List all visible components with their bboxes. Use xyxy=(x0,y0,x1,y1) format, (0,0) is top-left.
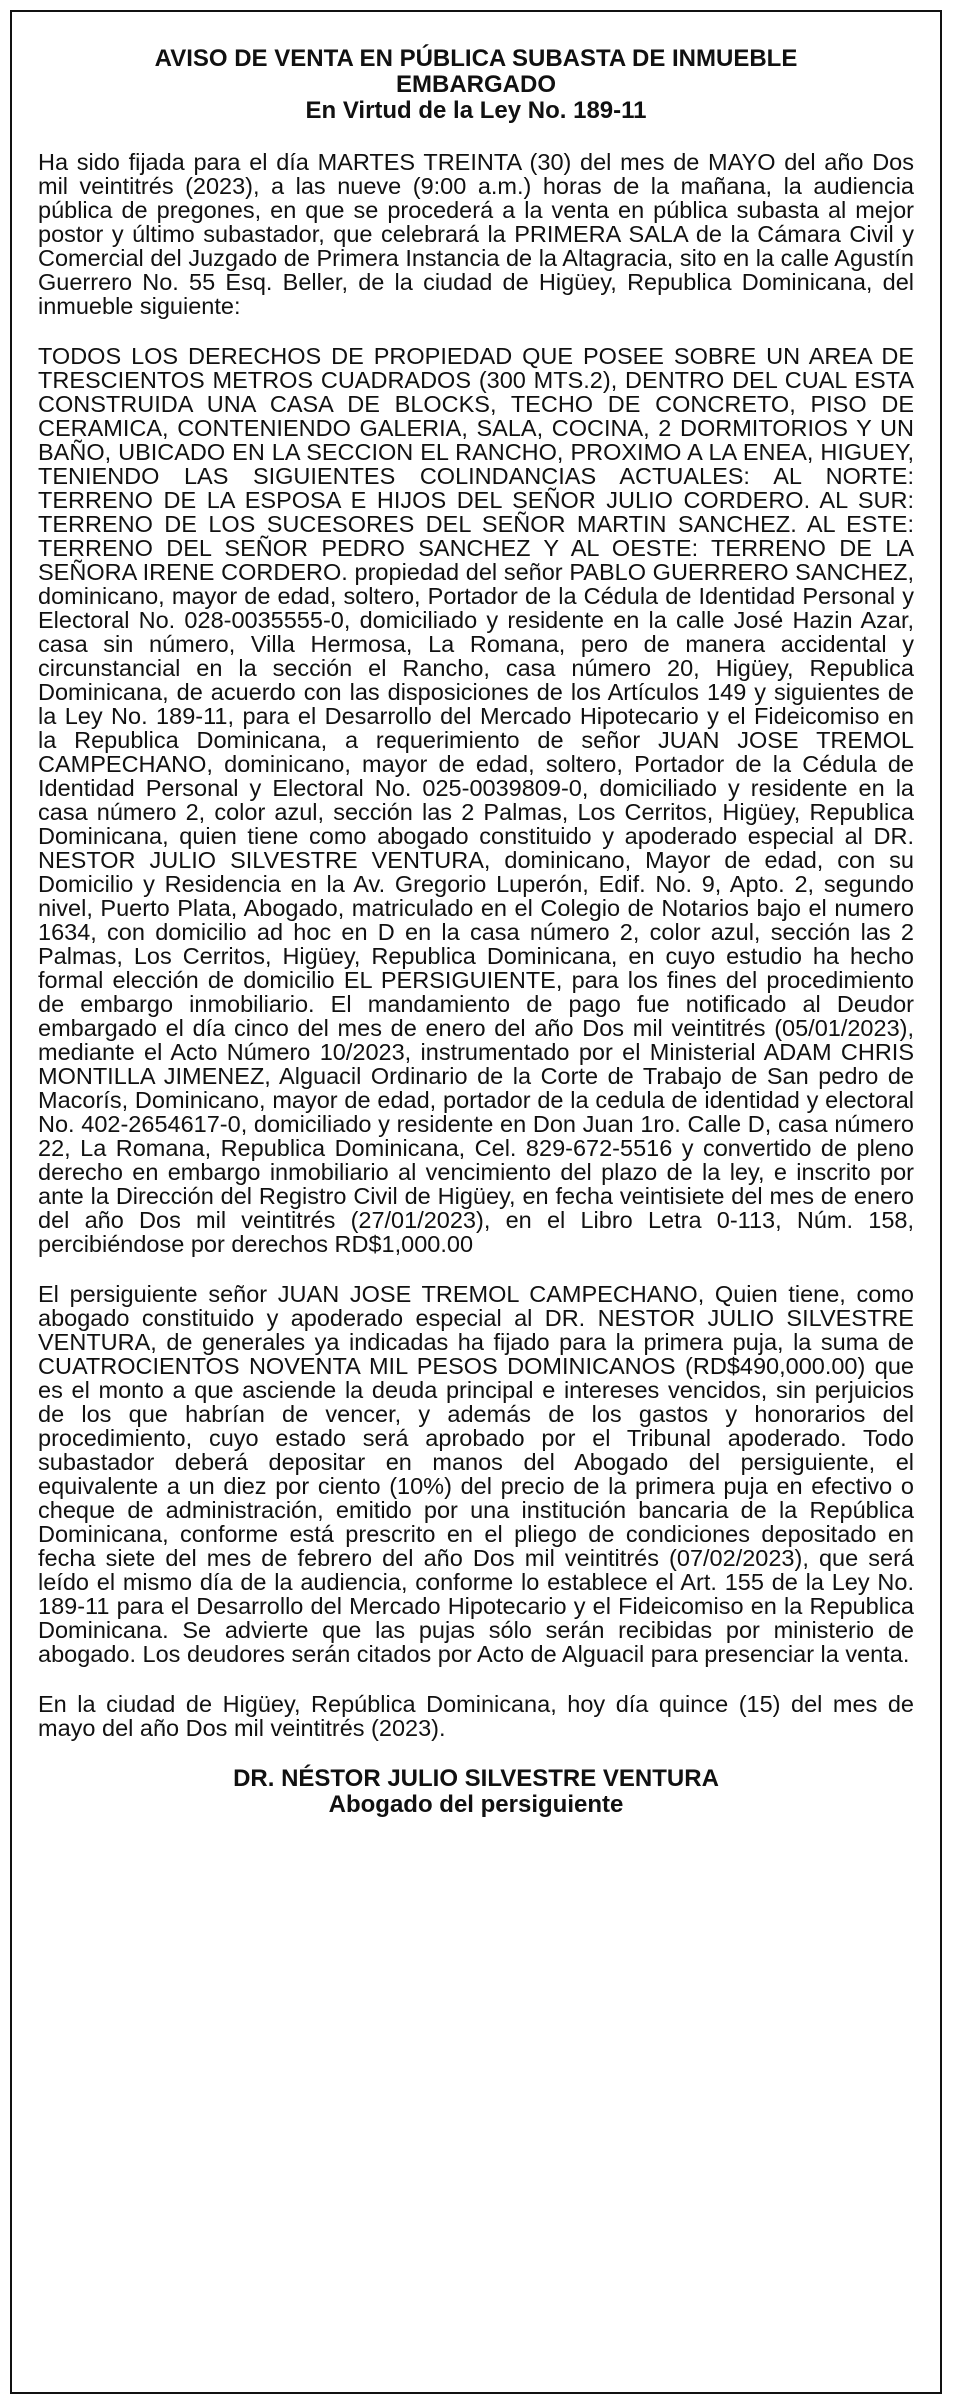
signature-name: DR. NÉSTOR JULIO SILVESTRE VENTURA xyxy=(233,1765,719,1792)
notice-header xyxy=(38,46,914,124)
signature-role: Abogado del persiguiente xyxy=(328,1791,624,1818)
signature-block xyxy=(38,1766,914,1818)
first-bid-conditions-paragraph: El persiguiente señor JUAN JOSE TREMOL CAMPECHANO, Quien tiene, como abogado constituido y apoderado especial al DR. NESTOR JULIO SILVESTRE VENTURA, de generales ya indicadas ha fijado para la primera puja, la suma de CUATROCIENTOS NOVENTA MIL PESOS DOMINICANOS (RD$490,000.00) que es el monto a que asciende la deuda principal e intereses vencidos, sin perjuicios de los que habrían de vencer, y además de los gastos y honorarios del procedimiento, cuyo estado será aprobado por el Tribunal apoderado. Todo subastador deberá depositar en manos del Abogado del persiguiente, el equivalente a un diez por ciento (10%) del precio de la primera puja en efectivo o cheque de administración, emitido por una institución bancaria de la República Dominicana, conforme está prescrito en el pliego de condiciones depositado en fecha siete del mes de febrero del año Dos mil veintitrés (07/02/2023), que será leído el mismo día de la audiencia, conforme lo establece el Art. 155 de la Ley No. 189-11 para el Desarrollo del Mercado Hipotecario y el Fideicomiso en la Republica Dominicana. Se advierte que las pujas sólo serán recibidas por ministerio de abogado. Los deudores serán citados por Acto de Alguacil para presenciar la venta. xyxy=(38,1281,914,1667)
legal-notice xyxy=(10,10,942,2394)
place-date-paragraph: En la ciudad de Higüey, República Dominicana, hoy día quince (15) del mes de mayo del año Dos mil veintitrés (2023). xyxy=(38,1691,914,1741)
notice-title-line-2: EMBARGADO xyxy=(396,71,556,98)
property-description-paragraph: TODOS LOS DERECHOS DE PROPIEDAD QUE POSEE SOBRE UN AREA DE TRESCIENTOS METROS CUADRADOS (300 MTS.2), DENTRO DEL CUAL ESTA CONSTRUIDA UNA CASA DE BLOCKS, TECHO DE CONCRETO, PISO DE CERAMICA, CONTENIENDO GALERIA, SALA, COCINA, 2 DORMITORIOS Y UN BAÑO, UBICADO EN LA SECCION EL RANCHO, PROXIMO A LA ENEA, HIGUEY, TENIENDO LAS SIGUIENTES COLINDANCIAS ACTUALES: AL NORTE: TERRENO DE LA ESPOSA E HIJOS DEL SEÑOR JULIO CORDERO. AL SUR: TERRENO DE LOS SUCESORES DEL SEÑOR MARTIN SANCHEZ. AL ESTE: TERRENO DEL SEÑOR PEDRO SANCHEZ Y AL OESTE: TERRENO DE LA SEÑORA IRENE CORDERO. propiedad del señor PABLO GUERRERO SANCHEZ, dominicano, mayor de edad, soltero, Portador de la Cédula de Identidad Personal y Electoral No. 028-0035555-0, domiciliado y residente en la calle José Hazin Azar, casa sin número, Villa Hermosa, La Romana, pero de manera accidental y circunstancial en la sección el Rancho, casa número 20, Higüey, Republica Dominicana, de acuerdo con las disposiciones de los Artículos 149 y siguientes de la Ley No. 189-11, para el Desarrollo del Mercado Hipotecario y el Fideicomiso en la Republica Dominicana, a requerimiento de señor JUAN JOSE TREMOL CAMPECHANO, dominicano, mayor de edad, soltero, Portador de la Cédula de Identidad Personal y Electoral No. 025-0039809-0, domiciliado y residente en la casa número 2, color azul, sección las 2 Palmas, Los Cerritos, Higüey, Republica Dominicana, quien tiene como abogado constituido y apoderado especial al DR. NESTOR JULIO SILVESTRE VENTURA, dominicano, Mayor de edad, con su Domicilio y Residencia en la Av. Gregorio Luperón, Edif. No. 9, Apto. 2, segundo nivel, Puerto Plata, Abogado, matriculado en el Colegio de Notarios bajo el numero 1634, con domicilio ad hoc en D en la casa número 2, color azul, sección las 2 Palmas, Los Cerritos, Higüey, Republica Dominicana, en cuyo estudio ha hecho formal elección de domicilio EL PERSIGUIENTE, para los fines del procedimiento de embargo inmobiliario. El mandamiento de pago fue notificado al Deudor embargado el día cinco del mes de enero del año Dos mil veintitrés (05/01/2023), mediante el Acto Número 10/2023, instrumentado por el Ministerial ADAM CHRIS MONTILLA JIMENEZ, Alguacil Ordinario de la Corte de Trabajo de San pedro de Macorís, Dominicano, mayor de edad, portador de la cedula de identidad y electoral No. 402-2654617-0, domiciliado y residente en Don Juan 1ro. Calle D, casa número 22, La Romana, Republica Dominicana, Cel. 829-672-5516 y convertido de pleno derecho en embargo inmobiliario al vencimiento del plazo de la ley, e inscrito por ante la Dirección del Registro Civil de Higüey, en fecha veintisiete del mes de enero del año Dos mil veintitrés (27/01/2023), en el Libro Letra 0-113, Núm. 158, percibiéndose por derechos RD$1,000.00 xyxy=(38,343,914,1257)
notice-subtitle: En Virtud de la Ley No. 189-11 xyxy=(305,97,647,124)
hearing-announcement-paragraph: Ha sido fijada para el día MARTES TREINTA (30) del mes de MAYO del año Dos mil veintitrés (2023), a las nueve (9:00 a.m.) horas de la mañana, la audiencia pública de pregones, en que se procederá a la venta en pública subasta al mejor postor y último subastador, que celebrará la PRIMERA SALA de la Cámara Civil y Comercial del Juzgado de Primera Instancia de la Altagracia, sito en la calle Agustín Guerrero No. 55 Esq. Beller, de la ciudad de Higüey, Republica Dominicana, del inmueble siguiente: xyxy=(38,149,914,319)
notice-title-line-1: AVISO DE VENTA EN PÚBLICA SUBASTA DE INMUEBLE xyxy=(154,45,798,72)
